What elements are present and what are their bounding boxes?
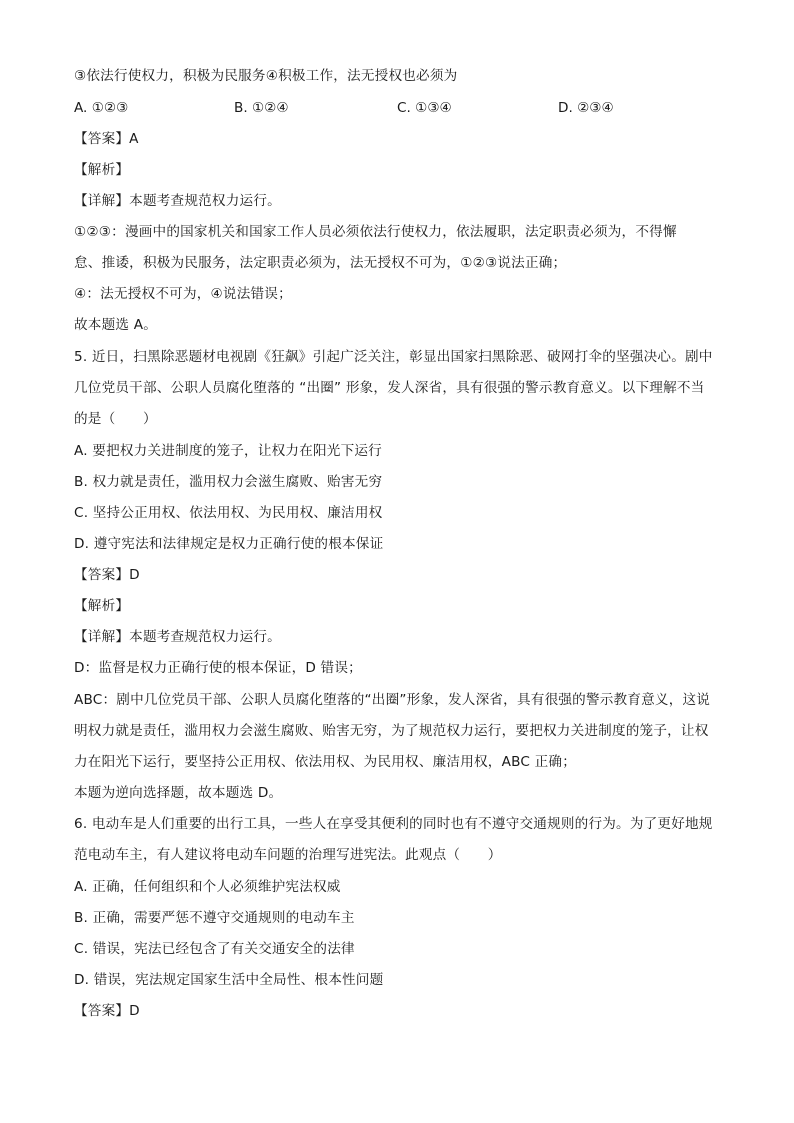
q5-option-a: A. 要把权力关进制度的笼子，让权力在阳光下运行 bbox=[74, 443, 382, 459]
q4-explanation-line-1: ①②③：漫画中的国家机关和国家工作人员必须依法行使权力，依法履职，法定职责必须为，不得懈 bbox=[74, 224, 677, 240]
q4-option-c: C. ①③④ bbox=[397, 100, 452, 116]
q4-detail-heading: 【详解】本题考查规范权力运行。 bbox=[74, 193, 281, 209]
q4-option-b: B. ①②④ bbox=[234, 100, 289, 116]
q6-option-b: B. 正确，需要严惩不遵守交通规则的电动车主 bbox=[74, 910, 355, 926]
q5-explanation-line-1: D：监督是权力正确行使的根本保证，D 错误； bbox=[74, 660, 362, 676]
q5-conclusion: 本题为逆向选择题，故本题选 D。 bbox=[74, 785, 283, 801]
q5-analysis-heading: 【解析】 bbox=[74, 598, 130, 614]
q4-explanation-line-3: ④：法无授权不可为，④说法错误； bbox=[74, 286, 292, 302]
q4-answer: 【答案】A bbox=[74, 131, 139, 147]
q4-option-d: D. ②③④ bbox=[558, 100, 614, 116]
q5-option-d: D. 遵守宪法和法律规定是权力正确行使的根本保证 bbox=[74, 536, 384, 552]
q6-option-a: A. 正确，任何组织和个人必须维护宪法权威 bbox=[74, 879, 341, 895]
q5-explanation-line-3: 明权力就是责任，滥用权力会滋生腐败、贻害无穷，为了规范权力运行，要把权力关进制度的笼子，让权 bbox=[74, 723, 709, 739]
q6-option-c: C. 错误，宪法已经包含了有关交通安全的法律 bbox=[74, 941, 355, 957]
q5-stem-line-2: 几位党员干部、公职人员腐化堕落的 “出圈” 形象，发人深省，具有很强的警示教育意义。以下理解不当 bbox=[74, 380, 705, 396]
q5-detail-heading: 【详解】本题考查规范权力运行。 bbox=[74, 629, 281, 645]
q6-option-d: D. 错误，宪法规定国家生活中全局性、根本性问题 bbox=[74, 972, 384, 988]
q5-option-b: B. 权力就是责任，滥用权力会滋生腐败、贻害无穷 bbox=[74, 474, 383, 490]
q4-statement-continued: ③依法行使权力，积极为民服务④积极工作，法无授权也必须为 bbox=[74, 68, 458, 84]
q4-options-row bbox=[74, 98, 724, 118]
q6-stem-line-2: 范电动车主，有人建议将电动车问题的治理写进宪法。此观点（ ） bbox=[74, 847, 502, 863]
q5-answer: 【答案】D bbox=[74, 567, 140, 583]
q4-analysis-heading: 【解析】 bbox=[74, 162, 130, 178]
q4-explanation-line-2: 怠、推诿，积极为民服务，法定职责必须为，法无授权不可为，①②③说法正确； bbox=[74, 255, 567, 271]
q4-option-a: A. ①②③ bbox=[74, 100, 129, 116]
q6-stem-line-1: 6. 电动车是人们重要的出行工具，一些人在享受其便利的同时也有不遵守交通规则的行为。为了更好地规 bbox=[74, 816, 713, 832]
q5-explanation-line-2: ABC：剧中几位党员干部、公职人员腐化堕落的“出圈”形象，发人深省，具有很强的警示教育意义，这说 bbox=[74, 692, 711, 708]
q5-explanation-line-4: 力在阳光下运行，要坚持公正用权、依法用权、为民用权、廉洁用权，ABC 正确； bbox=[74, 754, 576, 770]
q5-stem-line-1: 5. 近日，扫黑除恶题材电视剧《狂飙》引起广泛关注，彰显出国家扫黑除恶、破网打伞的坚强决心。剧中 bbox=[74, 349, 713, 365]
q5-option-c: C. 坚持公正用权、依法用权、为民用权、廉洁用权 bbox=[74, 505, 383, 521]
q4-conclusion: 故本题选 A。 bbox=[74, 317, 157, 333]
q6-answer: 【答案】D bbox=[74, 1003, 140, 1019]
q5-stem-line-3: 的是（ ） bbox=[74, 411, 157, 427]
